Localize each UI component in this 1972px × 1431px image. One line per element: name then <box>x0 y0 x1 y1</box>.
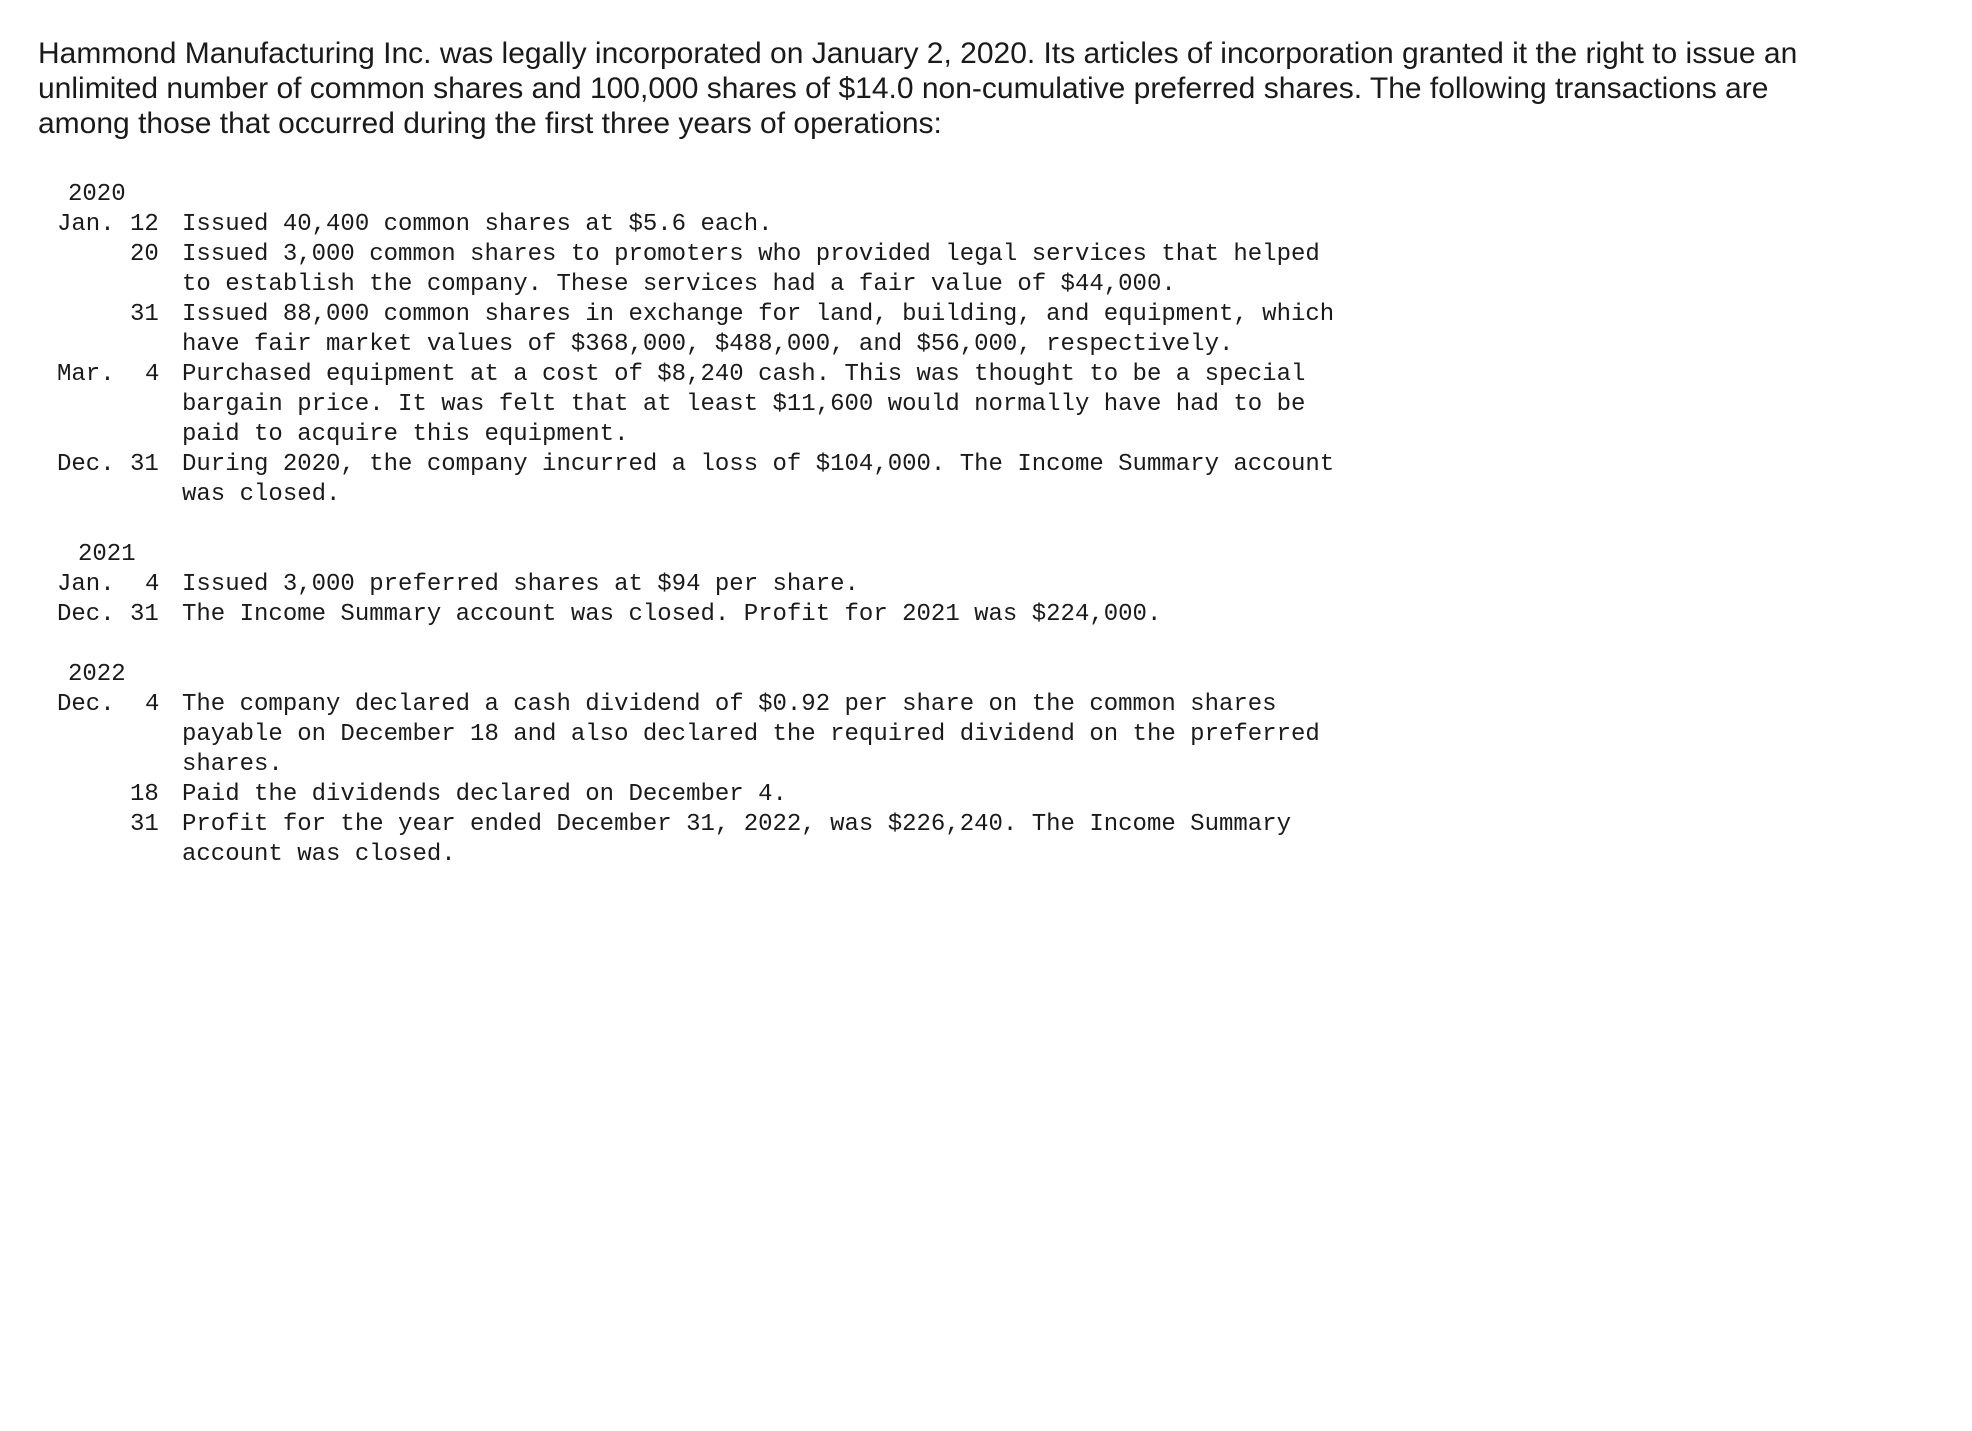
entry-month: Dec. <box>57 691 115 718</box>
entry-text: Purchased equipment at a cost of $8,240 cash. This was thought to be a special <box>182 361 1306 388</box>
entry-text: The company declared a cash dividend of $0.92 per share on the common shares <box>182 691 1277 718</box>
entry-month: Mar. <box>57 361 115 388</box>
year-heading: 2020 <box>68 181 126 208</box>
entry-day: 4 <box>145 691 160 718</box>
entry-text: The Income Summary account was closed. Profit for 2021 was $224,000. <box>182 601 1162 628</box>
entry-text: was closed. <box>182 481 341 508</box>
intro-line: among those that occurred during the first three years of operations: <box>38 107 942 140</box>
intro-line: unlimited number of common shares and 100,000 shares of $14.0 non-cumulative preferred shares. The following transactions are <box>38 72 1769 105</box>
entry-text: Issued 40,400 common shares at $5.6 each. <box>182 211 773 238</box>
entry-text: to establish the company. These services had a fair value of $44,000. <box>182 271 1176 298</box>
problem-intro <box>38 36 1938 141</box>
entry-text: paid to acquire this equipment. <box>182 421 629 448</box>
entry-text: have fair market values of $368,000, $488,000, and $56,000, respectively. <box>182 331 1234 358</box>
entry-day: 20 <box>130 241 159 268</box>
entry-day: 18 <box>130 781 159 808</box>
entry-month: Dec. <box>57 451 115 478</box>
entry-month: Dec. <box>57 601 115 628</box>
entry-day: 12 <box>130 211 159 238</box>
entry-day: 4 <box>145 571 160 598</box>
intro-line: Hammond Manufacturing Inc. was legally incorporated on January 2, 2020. Its articles of incorporation granted it the right to issue an <box>38 37 1798 70</box>
entry-text: shares. <box>182 751 283 778</box>
entry-day: 31 <box>130 811 159 838</box>
entry-text: Issued 88,000 common shares in exchange for land, building, and equipment, which <box>182 301 1335 328</box>
entry-month: Jan. <box>57 211 115 238</box>
entry-text: account was closed. <box>182 841 456 868</box>
entry-day: 31 <box>130 301 159 328</box>
year-heading: 2021 <box>78 541 136 568</box>
entry-text: Paid the dividends declared on December 4. <box>182 781 787 808</box>
entry-month: Jan. <box>57 571 115 598</box>
entry-text: Issued 3,000 preferred shares at $94 per share. <box>182 571 859 598</box>
year-heading: 2022 <box>68 661 126 688</box>
entry-text: bargain price. It was felt that at least $11,600 would normally have had to be <box>182 391 1306 418</box>
entry-text: During 2020, the company incurred a loss of $104,000. The Income Summary account <box>182 451 1335 478</box>
entry-day: 4 <box>145 361 160 388</box>
entry-day: 31 <box>130 601 159 628</box>
entry-text: Profit for the year ended December 31, 2022, was $226,240. The Income Summary <box>182 811 1291 838</box>
entry-text: payable on December 18 and also declared the required dividend on the preferred <box>182 721 1320 748</box>
entry-text: Issued 3,000 common shares to promoters who provided legal services that helped <box>182 241 1320 268</box>
entry-day: 31 <box>130 451 159 478</box>
